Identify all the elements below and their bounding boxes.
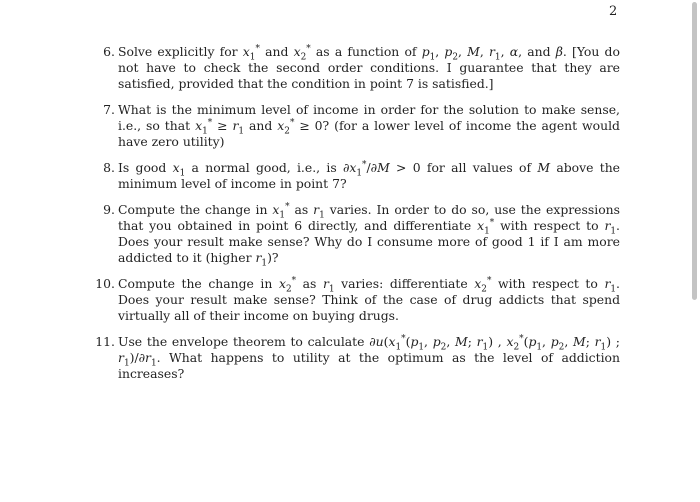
question-6 bbox=[88, 44, 620, 92]
question-number: 9. bbox=[103, 202, 115, 217]
question-text: Use the envelope theorem to calculate $\partial u(x_1^*(p_1$, $p_2$, M; $r_1$) , $x_2^*(p_1$, $p_2$, M; $r_1$) ; $r_1)/\partial r_1$. What happens to utility at the optimum as the level of addiction increases? bbox=[118, 333, 620, 381]
question-10 bbox=[88, 276, 620, 324]
question-number: 10. bbox=[95, 276, 115, 291]
question-9 bbox=[88, 201, 620, 269]
page-number: 2 bbox=[609, 4, 618, 19]
question-text: Compute the change in $x_2^*$ as $r_1$ varies: differentiate $x_2^*$ with respect to $r_1$. Does your result make sense? Think of the case of drug addicts that spend virtually all of their income on buying drugs. bbox=[118, 275, 620, 323]
question-number: 6. bbox=[103, 44, 115, 59]
question-list bbox=[88, 44, 620, 382]
question-text: What is the minimum level of income in order for the solution to make sense, i.e., so that $x_1^* \ge r_1$ and $x_2^* \ge 0$? (for a lower level of income the agent would have zero utility) bbox=[118, 102, 620, 149]
question-11 bbox=[88, 334, 620, 382]
question-7 bbox=[88, 102, 620, 150]
question-number: 8. bbox=[103, 160, 115, 175]
question-text: Compute the change in $x_1^*$ as $r_1$ varies. In order to do so, use the expressions that you obtained in point 6 directly, and differentiate $x_1^*$ with respect to $r_1$. Does your result make sense? Why do I consume more of good 1 if I am more addicted to it (higher $r_1$)? bbox=[118, 201, 620, 269]
question-text: Is good $x_1$ a normal good, i.e., is $\partial x_1^*/\partial M > 0$ for all values of M above the minimum level of income in point 7? bbox=[118, 159, 621, 191]
question-number: 7. bbox=[103, 102, 115, 117]
question-number: 11. bbox=[95, 334, 115, 349]
question-text: Solve explicitly for $x_1^*$ and $x_2^*$ as a function of $p_1$, $p_2$, M, $r_1$, α, and β. [You do not have to check the second order conditions. I guarantee that they are satisfied, provided that the condition in point 7 is satisfied.] bbox=[118, 43, 620, 91]
scrollbar[interactable] bbox=[692, 2, 697, 300]
question-8 bbox=[88, 160, 620, 192]
